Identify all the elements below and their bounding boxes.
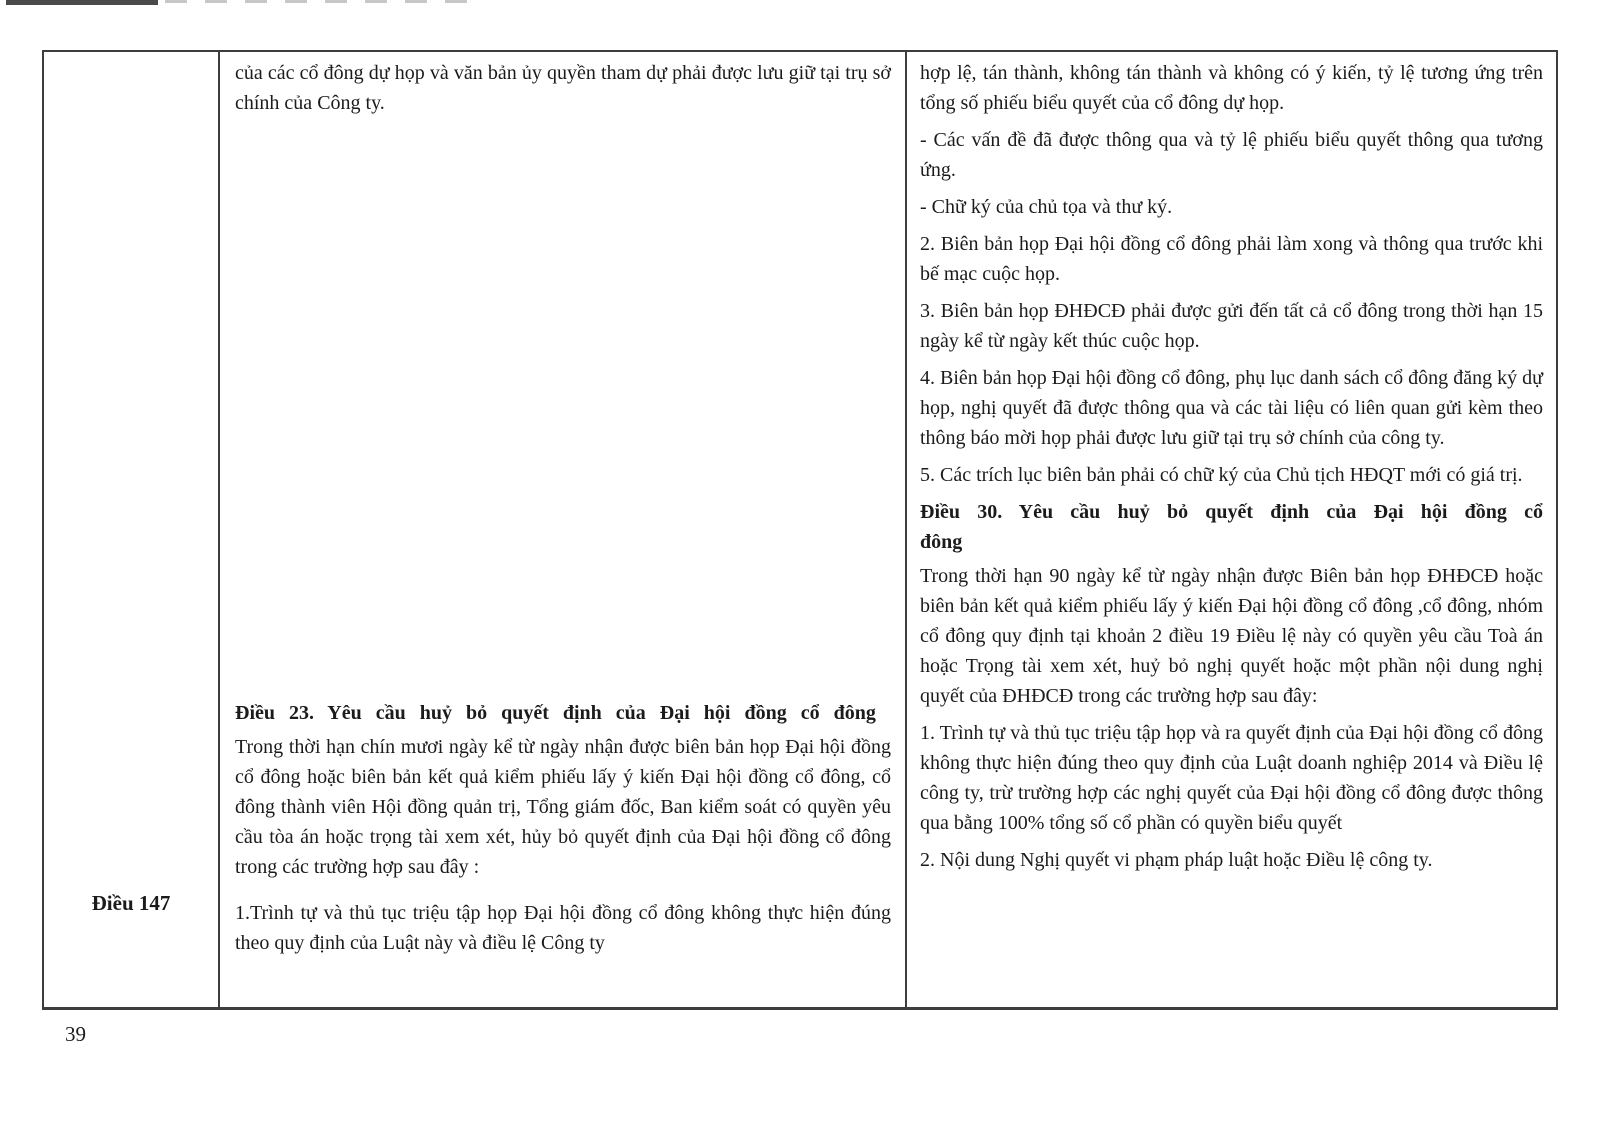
charter-paragraph: 4. Biên bản họp Đại hội đồng cổ đông, phụ lục danh sách cổ đông đăng ký dự họp, nghị quyết đã được thông qua và các tài liệu có liên quan gửi kèm theo thông báo mời họp phải được lưu giữ tại trụ sở chính của công ty. — [920, 367, 1543, 449]
charter-paragraph: - Các vấn đề đã được thông qua và tỷ lệ phiếu biểu quyết thông qua tương ứng. — [920, 129, 1543, 181]
law-paragraph: Trong thời hạn chín mươi ngày kể từ ngày nhận được biên bản họp Đại hội đồng cổ đông hoặc biên bản kết quả kiểm phiếu lấy ý kiến Đại hội đồng cổ đông, cổ đông thành viên Hội đồng quản trị, Tổng giám đốc, Ban kiểm soát có quyền yêu cầu tòa án hoặc trọng tài xem xét, hủy bỏ quyết định của Đại hội đồng cổ đông trong các trường hợp sau đây : — [235, 736, 891, 878]
law-article-heading: Điều 23. Yêu cầu huỷ bỏ quyết định của Đại hội đồng cổ đông — [235, 702, 876, 724]
scan-artifact — [6, 0, 158, 5]
page-number: 39 — [65, 1022, 86, 1046]
charter-paragraph: - Chữ ký của chủ tọa và thư ký. — [920, 196, 1173, 218]
law-text-cell — [220, 52, 907, 1007]
law-paragraph: 1.Trình tự và thủ tục triệu tập họp Đại hội đồng cổ đông không thực hiện đúng theo quy định của Luật này và điều lệ Công ty — [235, 902, 891, 954]
scan-artifact-dashes — [165, 0, 485, 3]
charter-paragraph: Trong thời hạn 90 ngày kể từ ngày nhận được Biên bản họp ĐHĐCĐ hoặc biên bản kết quả kiểm phiếu lấy ý kiến Đại hội đồng cổ đông ,cổ đông, nhóm cổ đông quy định tại khoản 2 điều 19 Điều lệ này có quyền yêu cầu Toà án hoặc Trọng tài xem xét, huỷ bỏ nghị quyết hoặc một phần nội dung nghị quyết của ĐHĐCĐ trong các trường hợp sau đây: — [920, 565, 1543, 707]
charter-paragraph: 1. Trình tự và thủ tục triệu tập họp và ra quyết định của Đại hội đồng cổ đông không thực hiện đúng theo quy định của Luật doanh nghiệp 2014 và Điều lệ công ty, trừ trường hợp các nghị quyết của Đại hội đồng cổ đông được thông qua bằng 100% tổng số cổ phần có quyền biểu quyết — [920, 722, 1543, 834]
law-intro-paragraph: của các cổ đông dự họp và văn bản ủy quyền tham dự phải được lưu giữ tại trụ sở chính của Công ty. — [235, 62, 891, 114]
article-number-label: Điều 147 — [91, 891, 171, 915]
charter-text-cell — [907, 52, 1556, 1007]
charter-article-heading: Điều 30. Yêu cầu huỷ bỏ quyết định của Đại hội đồng cổ đông — [920, 501, 1543, 553]
charter-paragraph: hợp lệ, tán thành, không tán thành và không có ý kiến, tỷ lệ tương ứng trên tổng số phiếu biểu quyết của cổ đông dự họp. — [920, 62, 1543, 114]
charter-paragraph: 2. Nội dung Nghị quyết vi phạm pháp luật hoặc Điều lệ công ty. — [920, 849, 1433, 871]
charter-paragraph: 5. Các trích lục biên bản phải có chữ ký của Chủ tịch HĐQT mới có giá trị. — [920, 464, 1523, 486]
article-number-cell — [44, 52, 220, 1007]
charter-paragraph: 2. Biên bản họp Đại hội đồng cổ đông phải làm xong và thông qua trước khi bế mạc cuộc họp. — [920, 233, 1543, 285]
document-table — [42, 50, 1558, 1010]
charter-paragraph: 3. Biên bản họp ĐHĐCĐ phải được gửi đến tất cả cổ đông trong thời hạn 15 ngày kể từ ngày kết thúc cuộc họp. — [920, 300, 1543, 352]
